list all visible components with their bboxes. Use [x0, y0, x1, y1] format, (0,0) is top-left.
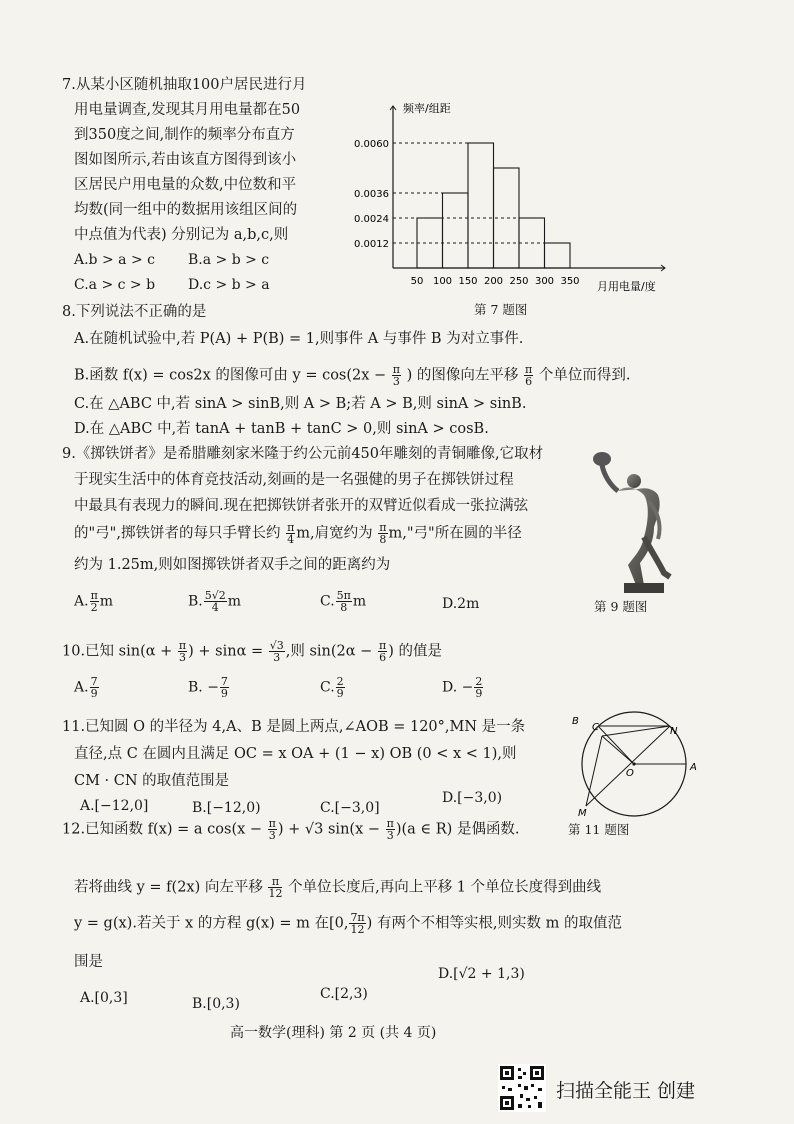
- q9-l4-text-a: 的"弓",掷铁饼者的每只手臂长约: [74, 525, 281, 542]
- q12-text-a: 12.已知函数 f(x) = a cos(x −: [62, 821, 263, 838]
- q9-c-den: 8: [340, 601, 348, 614]
- q8-b-text-1: B.函数 f(x) = cos2x 的图像可由 y = cos(2x −: [74, 367, 387, 384]
- q9-b-unit: m: [227, 593, 242, 610]
- q10-d-frac: [474, 676, 483, 699]
- q12-f3-num: π: [268, 876, 282, 888]
- y-tick-label: 0.0036: [354, 189, 389, 200]
- q9-option-c: [320, 590, 366, 613]
- q10-f1-num: π: [178, 639, 187, 652]
- q10-b-frac: [220, 676, 229, 699]
- q10-option-a: [74, 676, 100, 699]
- q10-f2-num: √3: [269, 639, 284, 652]
- q9-b-num: 5√2: [204, 589, 226, 602]
- x-axis-label: 月用电量/度: [597, 280, 656, 293]
- q12-f4-num: 7π: [350, 911, 365, 924]
- q8-b-frac2-den: 6: [525, 375, 533, 388]
- q9-a-prefix: A.: [74, 593, 89, 610]
- q8-b-text-3: 个单位而得到.: [538, 367, 631, 384]
- q9-a-den: 2: [90, 601, 98, 614]
- q11-option-b: B.[−12,0): [192, 800, 261, 816]
- q8-option-a: A.在随机试验中,若 P(A) + P(B) = 1,则事件 A 与事件 B 为对立事件.: [74, 331, 524, 347]
- q9-c-num: 5π: [336, 589, 351, 602]
- q10-frac-2: [269, 640, 285, 663]
- q9-caption: 第 9 题图: [594, 599, 648, 614]
- q10-text-a: 10.已知 sin(α +: [62, 643, 173, 660]
- q12-option-d: D.[√2 + 1,3): [438, 966, 525, 982]
- q9-a-num: π: [90, 589, 98, 602]
- q10-option-c: [320, 676, 346, 699]
- y-tick-label: 0.0060: [354, 139, 389, 150]
- q10-a-den: 9: [90, 687, 98, 700]
- q9-c-prefix: C.: [320, 593, 335, 610]
- page-footer: 高一数学(理科) 第 2 页 (共 4 页): [230, 1025, 437, 1041]
- q8-b-frac1-num: π: [392, 363, 401, 376]
- q10-f2-den: 3: [273, 651, 281, 664]
- x-tick-label: 250: [509, 276, 529, 287]
- q11-label-o: O: [626, 768, 634, 779]
- q10-c-prefix: C.: [320, 679, 335, 696]
- q8-b-frac1-den: 3: [392, 375, 400, 388]
- q7-line-1: 7.从某小区随机抽取100户居民进行月: [62, 77, 307, 93]
- q7-line-2: 用电量调查,发现其月用电量都在50: [74, 102, 301, 118]
- q9-line-4: [74, 522, 522, 545]
- q10-d-den: 9: [475, 687, 483, 700]
- q10-c-frac: [336, 676, 345, 699]
- q12-option-b: B.[0,3): [192, 996, 240, 1012]
- q10-line-1: [62, 640, 442, 663]
- q9-line-2: 于现实生活中的体育竞技活动,刻画的是一名强健的男子在掷铁饼过程: [74, 472, 514, 488]
- q9-l4-text-b: m,肩宽约为: [296, 525, 373, 542]
- q12-text-e: 个单位长度后,再向上平移 1 个单位长度得到曲线: [288, 879, 602, 896]
- q12-line-3: [74, 912, 622, 935]
- q10-b-num: 7: [220, 675, 228, 688]
- q11-line-1: 11.已知圆 O 的半径为 4,A、B 是圆上两点,∠AOB = 120°,MN 是一条: [62, 719, 526, 735]
- q7-caption: 第 7 题图: [474, 302, 528, 317]
- discus-thrower-figure: [588, 445, 678, 595]
- q12-text-g: ) 有两个不相等实根,则实数 m 的取值范: [366, 915, 623, 932]
- q8-b-fraction-2: [524, 364, 533, 387]
- q10-a-num: 7: [90, 675, 98, 688]
- q11-caption: 第 11 题图: [568, 822, 630, 837]
- q9-f2-den: 8: [379, 533, 387, 546]
- q7-line-5: 区居民户用电量的众数,中位数和平: [74, 177, 297, 193]
- q7-line-7: 中点值为代表) 分别记为 a,b,c,则: [74, 227, 289, 243]
- q10-d-num: 2: [475, 675, 483, 688]
- q10-frac-3: [378, 640, 387, 663]
- x-tick-label: 350: [560, 276, 580, 287]
- q11-label-b: B: [572, 716, 579, 727]
- q12-frac-1: [268, 818, 277, 841]
- y-tick-label: 0.0012: [354, 239, 389, 250]
- q7-line-3: 到350度之间,制作的频率分布直方: [74, 127, 295, 143]
- q7-histogram: [345, 100, 675, 300]
- x-tick-label: 150: [458, 276, 478, 287]
- q12-line-1: [62, 818, 520, 841]
- x-tick-label: 100: [432, 276, 453, 287]
- q10-b-prefix: B. −: [188, 679, 219, 696]
- q9-f2-num: π: [379, 521, 387, 534]
- q9-l4-text-c: m,"弓"所在圆的半径: [388, 525, 522, 542]
- q10-c-den: 9: [336, 687, 344, 700]
- q10-b-den: 9: [220, 687, 228, 700]
- scanner-watermark: 扫描全能王 创建: [556, 1080, 696, 1102]
- x-tick-label: 300: [534, 276, 555, 287]
- q9-option-a: [74, 590, 113, 613]
- q11-line-3: CM · CN 的取值范围是: [74, 773, 230, 789]
- q9-line-5: 约为 1.25m,则如图掷铁饼者双手之间的距离约为: [74, 557, 391, 573]
- q9-arm-fraction: [286, 522, 295, 545]
- q10-c-num: 2: [336, 675, 344, 688]
- q10-d-prefix: D. −: [442, 679, 474, 696]
- q9-option-b: [188, 590, 241, 613]
- q12-text-b: ) + √3 sin(x −: [277, 821, 380, 838]
- q8-option-d: D.在 △ABC 中,若 tanA + tanB + tanC > 0,则 sinA > cosB.: [74, 421, 489, 437]
- q9-a-frac: [90, 590, 99, 613]
- q12-option-a: A.[0,3]: [80, 990, 128, 1006]
- q10-option-b: [188, 676, 230, 699]
- x-tick-label: 200: [483, 276, 504, 287]
- q11-option-c: C.[−3,0]: [320, 800, 380, 816]
- q9-shoulder-fraction: [378, 522, 387, 545]
- q10-f1-den: 3: [179, 651, 187, 664]
- q11-circle-figure: [552, 710, 712, 820]
- q7-option-c: C.a > c > b: [74, 277, 156, 293]
- q9-f1-num: π: [287, 521, 295, 534]
- q7-option-b: B.a > b > c: [188, 252, 270, 268]
- q12-line-2: [74, 876, 601, 899]
- q10-a-prefix: A.: [74, 679, 89, 696]
- q10-option-d: [442, 676, 484, 699]
- histogram-bar: [468, 143, 494, 268]
- q9-c-unit: m: [352, 593, 367, 610]
- q8-title: 8.下列说法不正确的是: [62, 304, 207, 320]
- histogram-bar: [443, 193, 469, 268]
- q12-option-c: C.[2,3): [320, 986, 368, 1002]
- q11-label-a: A: [690, 762, 697, 773]
- q11-line-2: 直径,点 C 在圆内且满足 OC = x OA + (1 − x) OB (0 < x < 1),则: [74, 746, 517, 762]
- q9-option-d: D.2m: [442, 596, 480, 612]
- q9-line-1: 9.《掷铁饼者》是希腊雕刻家米隆于约公元前450年雕刻的青铜雕像,它取材: [62, 446, 544, 462]
- q9-f1-den: 4: [287, 533, 295, 546]
- q11-label-n: N: [670, 726, 678, 737]
- q7-option-a: A.b > a > c: [74, 252, 155, 268]
- q9-a-unit: m: [99, 593, 114, 610]
- q11-option-d: D.[−3,0): [442, 790, 503, 806]
- x-tick-label: 50: [410, 276, 424, 287]
- q12-f3-den: 12: [268, 887, 283, 900]
- q9-b-prefix: B.: [188, 593, 203, 610]
- q12-f4-den: 12: [350, 923, 365, 936]
- q12-f2-den: 3: [386, 829, 394, 842]
- q8-option-c: C.在 △ABC 中,若 sinA > sinB,则 A > B;若 A > B,则 sinA > sinB.: [74, 396, 527, 412]
- q12-frac-2: [386, 818, 395, 841]
- q12-frac-4: [349, 912, 365, 935]
- q10-frac-1: [178, 640, 187, 663]
- q11-label-m: M: [578, 808, 587, 819]
- q12-text-c: )(a ∈ R) 是偶函数.: [395, 821, 520, 838]
- q9-b-den: 4: [211, 601, 219, 614]
- q10-text-b: ) + sinα =: [188, 643, 264, 660]
- q10-f3-num: π: [378, 639, 387, 652]
- q9-c-frac: [336, 590, 352, 613]
- q10-text-c: ,则 sin(2α −: [285, 643, 373, 660]
- q11-label-c: C: [592, 722, 599, 733]
- q11-option-a: A.[−12,0]: [80, 798, 149, 814]
- q8-b-fraction-1: [392, 364, 401, 387]
- q8-option-b: [74, 364, 630, 387]
- histogram-bar: [545, 243, 571, 268]
- q8-b-text-2: ) 的图像向左平移: [406, 367, 519, 384]
- y-tick-label: 0.0024: [354, 214, 389, 225]
- q7-line-4: 图如图所示,若由该直方图得到该小: [74, 152, 297, 168]
- y-axis-label: 频率/组距: [403, 102, 451, 115]
- q9-b-frac: [204, 590, 227, 613]
- q10-text-d: ) 的值是: [388, 643, 442, 660]
- q9-line-3: 中最具有表现力的瞬间.现在把掷铁饼者张开的双臂近似看成一张拉满弦: [74, 498, 529, 514]
- qr-code-icon: [498, 1064, 546, 1112]
- q8-b-frac2-num: π: [525, 363, 533, 376]
- q12-text-d: 若将曲线 y = f(2x) 向左平移: [74, 879, 263, 896]
- q12-frac-3: [268, 876, 282, 899]
- q7-option-d: D.c > b > a: [188, 277, 270, 293]
- q12-f2-num: π: [386, 817, 394, 830]
- q12-f1-num: π: [268, 817, 276, 830]
- q12-f1-den: 3: [268, 829, 276, 842]
- q10-a-frac: [90, 676, 99, 699]
- q12-text-f: y = g(x).若关于 x 的方程 g(x) = m 在[0,: [74, 915, 349, 932]
- q10-f3-den: 6: [379, 651, 387, 664]
- q7-line-6: 均数(同一组中的数据用该组区间的: [74, 202, 298, 218]
- q12-line-4: 围是: [74, 954, 103, 970]
